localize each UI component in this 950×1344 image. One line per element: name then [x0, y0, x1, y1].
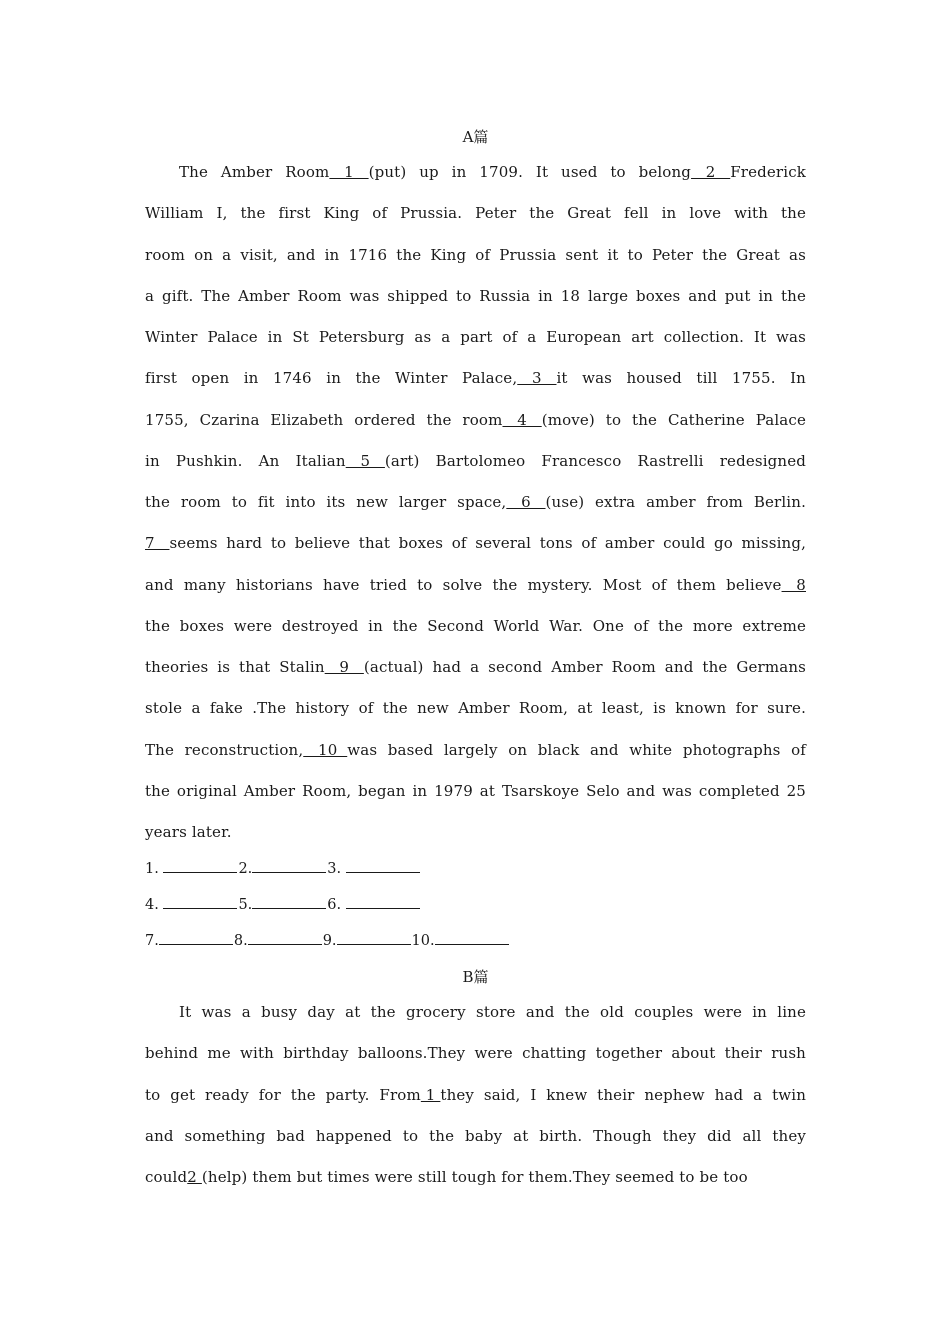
passage-text: The reconstruction, [145, 740, 304, 759]
passage-text: (use) extra amber from Berlin. [545, 493, 806, 511]
passage-text: stole a fake .The history of the new Amber Room, at least, is known for sure. [145, 699, 806, 718]
passage-text: The Amber Room [179, 163, 330, 181]
passage-text: (help) them but times were still tough for them.They seemed to be too [201, 1168, 748, 1186]
passage-line [145, 688, 806, 729]
fill-in-blank[interactable]: 2 [691, 163, 731, 181]
answer-blank-line[interactable] [337, 930, 411, 945]
passage-text: Frederick [730, 163, 806, 181]
passage-text: was based largely on black and white photographs of [347, 740, 807, 759]
passage-text: (actual) had a second Amber Room and the Germans [363, 658, 806, 676]
section-a-heading: A篇 [462, 128, 489, 146]
answer-row [145, 887, 806, 923]
answer-number: 2. [238, 861, 253, 877]
passage-line [145, 152, 806, 193]
fill-in-blank[interactable]: 5 [345, 451, 385, 470]
passage-line [145, 647, 806, 688]
fill-in-blank[interactable]: 10 [303, 740, 348, 759]
answer-row [145, 851, 806, 887]
passage-text: behind me with birthday balloons.They were chatting together about their rush [145, 1044, 806, 1063]
answer-blank-line[interactable] [163, 858, 237, 873]
passage-line [145, 358, 806, 399]
passage-line [145, 1075, 806, 1116]
passage-line [145, 812, 806, 853]
answer-row [145, 923, 806, 959]
passage-text: seems hard to believe that boxes of several tons of amber could go missing, [169, 534, 806, 553]
answer-number: 10. [411, 933, 435, 949]
answer-blank-line[interactable] [163, 894, 237, 909]
answer-number: 6. [327, 897, 346, 913]
answer-blank-line[interactable] [435, 930, 509, 945]
fill-in-blank[interactable]: 1 [329, 163, 369, 181]
passage-line [145, 1116, 806, 1157]
passage-line [145, 730, 806, 771]
passage-text: Winter Palace in St Petersburg as a part of a European art collection. It was [145, 328, 806, 346]
answer-blank-line[interactable] [159, 930, 233, 945]
passage-line [145, 992, 806, 1033]
fill-in-blank[interactable]: 2 [187, 1168, 202, 1186]
passage-text: room on a visit, and in 1716 the King of Prussia sent it to Peter the Great as [145, 245, 806, 264]
answer-blank-line[interactable] [252, 894, 326, 909]
fill-in-blank[interactable]: 1 [420, 1085, 441, 1104]
fill-in-blank[interactable]: 9 [324, 658, 364, 676]
section-b-heading: B篇 [462, 968, 489, 986]
passage-text: it was housed till 1755. In [556, 369, 806, 388]
section-a-passage [145, 152, 806, 853]
passage-text: a gift. The Amber Room was shipped to Russia in 18 large boxes and put in the [145, 286, 806, 305]
answer-number: 7. [145, 933, 159, 949]
passage-text: (move) to the Catherine Palace [541, 410, 806, 429]
passage-text: and something bad happened to the baby at birth. Though they did all they [145, 1126, 806, 1145]
fill-in-blank[interactable]: 8 [781, 575, 806, 594]
passage-text: the boxes were destroyed in the Second World War. One of the more extreme [145, 616, 806, 635]
fill-in-blank[interactable]: 4 [502, 410, 542, 429]
answer-number: 4. [145, 897, 164, 913]
passage-line [145, 771, 806, 812]
passage-line [145, 523, 806, 564]
passage-text: (put) up in 1709. It used to belong [368, 163, 692, 181]
passage-text: It was a busy day at the grocery store and the old couples were in line [179, 1003, 806, 1021]
passage-line [145, 565, 806, 606]
passage-line [145, 606, 806, 647]
passage-text: William I, the first King of Prussia. Peter the Great fell in love with the [145, 204, 806, 223]
answer-number: 3. [327, 861, 346, 877]
fill-in-blank[interactable]: 6 [506, 493, 546, 511]
answer-number: 8. [233, 933, 248, 949]
passage-line [145, 441, 806, 482]
answer-number: 9. [322, 933, 337, 949]
passage-line [145, 317, 806, 358]
answer-number: 1. [145, 861, 164, 877]
fill-in-blank[interactable]: 7 [145, 534, 170, 553]
passage-line [145, 193, 806, 234]
passage-text: they said, I knew their nephew had a twin [440, 1085, 807, 1104]
passage-line [145, 1033, 806, 1074]
passage-text: to get ready for the party. From [145, 1085, 421, 1104]
section-b-passage [145, 992, 806, 1198]
passage-line [145, 276, 806, 317]
passage-line [145, 1157, 806, 1198]
passage-text: (art) Bartolomeo Francesco Rastrelli redesigned [384, 451, 806, 470]
answer-number: 5. [238, 897, 253, 913]
passage-line [145, 235, 806, 276]
passage-text: years later. [145, 823, 232, 841]
passage-text: and many historians have tried to solve the mystery. Most of them believe [145, 575, 782, 594]
answer-blank-line[interactable] [252, 858, 326, 873]
fill-in-blank[interactable]: 3 [517, 369, 557, 388]
answer-blank-line[interactable] [346, 894, 420, 909]
passage-text: in Pushkin. An Italian [145, 451, 346, 470]
passage-text: 1755, Czarina Elizabeth ordered the room [145, 410, 503, 429]
answer-blank-line[interactable] [346, 858, 420, 873]
section-a-answer-lines [145, 851, 806, 959]
passage-text: the room to fit into its new larger space, [145, 493, 507, 511]
answer-blank-line[interactable] [248, 930, 322, 945]
passage-text: the original Amber Room, began in 1979 at Tsarskoye Selo and was completed 25 [145, 781, 806, 800]
passage-line [145, 482, 806, 523]
passage-text: theories is that Stalin [145, 658, 325, 676]
passage-text: first open in 1746 in the Winter Palace, [145, 369, 518, 388]
passage-text: could [145, 1168, 188, 1186]
passage-line [145, 400, 806, 441]
